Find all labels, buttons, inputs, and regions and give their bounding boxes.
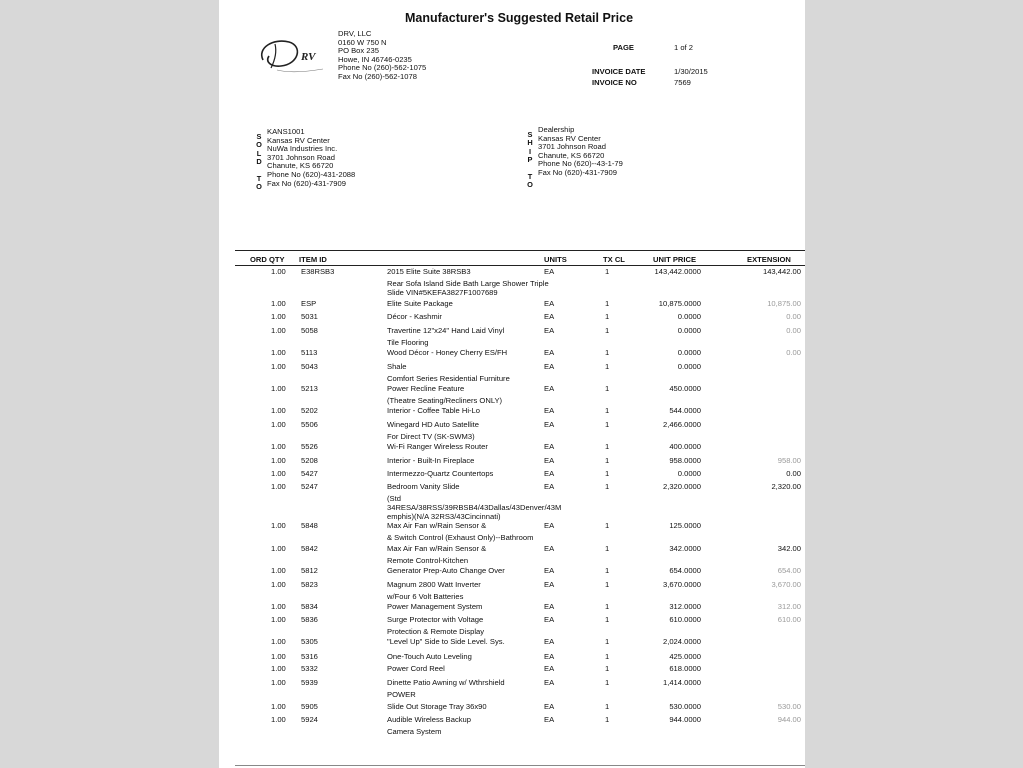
description-cell: Slide Out Storage Tray 36x90 [387,702,487,711]
description-cell: Winegard HD Auto Satellite [387,420,480,429]
unit-price-cell: 10,875.0000 [658,299,701,308]
description-continuation: Camera System [387,727,442,736]
unit-price-cell: 0.0000 [677,312,701,321]
tx-cl-cell: 1 [605,299,610,308]
unit-price-cell: 1,414.0000 [662,678,701,687]
ord-qty-cell: 1.00 [271,521,286,530]
description-continuation: POWER [387,690,416,699]
table-row [219,715,805,726]
invoice-no-label: INVOICE NO [592,78,637,87]
unit-price-cell: 2,320.0000 [662,482,701,491]
sold-to-letter: T [256,173,262,183]
company-line: Fax No (260)-562-1078 [338,71,417,81]
tx-cl-cell: 1 [605,664,610,673]
unit-price-cell: 610.0000 [669,615,701,624]
extension-cell: 944.00 [777,715,801,724]
item-id-cell: 5058 [301,326,318,335]
ord-qty-cell: 1.00 [271,348,286,357]
table-row [219,456,805,467]
ord-qty-cell: 1.00 [271,580,286,589]
description-cell: Wi-Fi Ranger Wireless Router [387,442,488,451]
sold-to-address [267,128,355,188]
description-cell: Shale [387,362,407,371]
table-row [219,602,805,613]
ship-to-line: Chanute, KS 66720 [538,150,605,160]
tx-cl-cell: 1 [605,348,610,357]
description-continuation: w/Four 6 Volt Batteries [387,592,464,601]
sold-to-line: Kansas RV Center [267,135,330,145]
table-row [219,384,805,395]
description-continuation: Slide VIN#5KEFA3827F1007689 [387,288,498,297]
extension-cell: 10,875.00 [767,299,801,308]
description-cell: Power Cord Reel [387,664,445,673]
sold-to-letter: S [256,132,262,141]
table-row [219,299,805,310]
ship-to-letter: O [527,180,533,190]
item-id-cell: 5848 [301,521,318,530]
invoice-page [219,0,805,768]
item-id-cell: 5842 [301,544,318,553]
tx-cl-cell: 1 [605,420,610,429]
unit-price-cell: 944.0000 [669,715,701,724]
ship-to-letter: I [528,146,532,156]
ord-qty-cell: 1.00 [271,442,286,451]
item-id-cell: 5834 [301,602,318,611]
item-id-cell: 5031 [301,312,318,321]
description-continuation: & Switch Control (Exhaust Only)--Bathroom [387,533,534,542]
units-cell: EA [544,678,555,687]
units-cell: EA [544,702,555,711]
unit-price-cell: 2,466.0000 [662,420,701,429]
extension-cell: 958.00 [777,456,801,465]
item-id-cell: 5905 [301,702,318,711]
units-cell: EA [544,348,555,357]
extension-cell: 654.00 [777,566,801,575]
table-row [219,326,805,337]
tx-cl-cell: 1 [605,482,610,491]
sold-to-letter: O [256,182,262,192]
units-cell: EA [544,406,555,415]
ship-to-letter: S [527,130,533,139]
tx-cl-cell: 1 [605,326,610,335]
unit-price-cell: 0.0000 [677,362,701,371]
table-row [219,482,805,493]
sold-to-line: NuWa Industries Inc. [267,144,338,154]
table-row [219,442,805,453]
description-cell: Power Management System [387,602,483,611]
company-line: PO Box 235 [338,46,379,56]
description-cell: Intermezzo-Quartz Countertops [387,469,494,478]
description-cell: Décor - Kashmir [387,312,442,321]
description-cell: Interior - Built-In Fireplace [387,456,475,465]
table-row [219,678,805,689]
ord-qty-cell: 1.00 [271,362,286,371]
tx-cl-cell: 1 [605,469,610,478]
ord-qty-cell: 1.00 [271,312,286,321]
item-id-cell: 5316 [301,652,318,661]
units-cell: EA [544,482,555,491]
item-id-cell: 5526 [301,442,318,451]
item-id-cell: E38RSB3 [301,267,335,276]
ord-qty-cell: 1.00 [271,482,286,491]
unit-price-cell: 312.0000 [669,602,701,611]
item-id-cell: 5305 [301,637,318,646]
extension-cell: 0.00 [786,312,801,321]
company-line: Phone No (260)-562-1075 [338,63,427,73]
item-id-cell: 5939 [301,678,318,687]
ord-qty-cell: 1.00 [271,615,286,624]
svg-text:RV: RV [301,51,316,63]
company-line: 0160 W 750 N [338,37,387,47]
description-continuation: (Theatre Seating/Recliners ONLY) [387,396,503,405]
extension-cell: 0.00 [786,326,801,335]
item-id-cell: 5043 [301,362,318,371]
description-cell: Magnum 2800 Watt Inverter [387,580,481,589]
unit-price-cell: 530.0000 [669,702,701,711]
description-cell: Wood Décor - Honey Cherry ES/FH [387,348,508,357]
description-cell: Dinette Patio Awning w/ Wthrshield [387,678,505,687]
ord-qty-cell: 1.00 [271,715,286,724]
item-id-cell: 5332 [301,664,318,673]
sold-to-letters [255,133,263,192]
table-row [219,580,805,591]
unit-price-cell: 0.0000 [677,326,701,335]
item-id-cell: 5823 [301,580,318,589]
tx-cl-cell: 1 [605,637,610,646]
units-cell: EA [544,521,555,530]
tx-cl-cell: 1 [605,406,610,415]
units-cell: EA [544,299,555,308]
extension-cell: 530.00 [777,702,801,711]
units-cell: EA [544,715,555,724]
tx-cl-cell: 1 [605,362,610,371]
description-cell: Max Air Fan w/Rain Sensor & [387,521,487,530]
description-cell: Surge Protector with Voltage [387,615,484,624]
unit-price-cell: 400.0000 [669,442,701,451]
unit-price-cell: 654.0000 [669,566,701,575]
units-cell: EA [544,637,555,646]
ship-to-letters [526,131,534,190]
table-row [219,702,805,713]
page-value: 1 of 2 [674,43,693,52]
drv-logo [255,30,331,78]
description-cell: 2015 Elite Suite 38RSB3 [387,267,471,276]
unit-price-cell: 143,442.0000 [654,267,701,276]
extension-cell: 312.00 [777,602,801,611]
table-row [219,348,805,359]
description-continuation: For Direct TV (SK-SWM3) [387,432,475,441]
unit-price-cell: 958.0000 [669,456,701,465]
tx-cl-cell: 1 [605,580,610,589]
sold-to-line: Fax No (620)-431-7909 [267,178,346,188]
description-cell: Power Recline Feature [387,384,465,393]
ord-qty-cell: 1.00 [271,299,286,308]
description-cell: Bedroom Vanity Slide [387,482,460,491]
item-id-cell: 5208 [301,456,318,465]
ship-to-line: Phone No (620)--43-1-79 [538,159,623,169]
tx-cl-cell: 1 [605,384,610,393]
item-id-cell: 5836 [301,615,318,624]
extension-cell: 0.00 [786,469,801,478]
ord-qty-cell: 1.00 [271,456,286,465]
ship-to-letter: T [527,171,533,181]
extension-cell: 342.00 [777,544,801,553]
item-id-cell: 5506 [301,420,318,429]
sold-to-line: Chanute, KS 66720 [267,161,334,171]
header-ord-qty: ORD QTY [250,255,285,264]
description-continuation: Remote Control-Kitchen [387,556,469,565]
units-cell: EA [544,420,555,429]
header-unit-price: UNIT PRICE [653,255,697,264]
company-address [338,30,426,82]
units-cell: EA [544,312,555,321]
sold-to-letter: L [256,148,262,158]
ship-to-line: Fax No (620)-431-7909 [538,167,617,177]
description-continuation: 34RESA/38RSS/39RBSB4/43Dallas/43Denver/43M [387,503,562,512]
table-row [219,566,805,577]
description-continuation: Comfort Series Residential Furniture [387,374,510,383]
description-cell: One-Touch Auto Leveling [387,652,472,661]
sold-to-line: Phone No (620)-431-2088 [267,169,356,179]
description-cell: Elite Suite Package [387,299,453,308]
sold-to-letter: D [256,157,262,167]
description-cell: "Level Up" Side to Side Level. Sys. [387,637,505,646]
unit-price-cell: 342.0000 [669,544,701,553]
units-cell: EA [544,664,555,673]
extension-cell: 2,320.00 [771,482,801,491]
ord-qty-cell: 1.00 [271,702,286,711]
units-cell: EA [544,362,555,371]
units-cell: EA [544,602,555,611]
tx-cl-cell: 1 [605,312,610,321]
tx-cl-cell: 1 [605,615,610,624]
table-row [219,652,805,663]
units-cell: EA [544,580,555,589]
description-cell: Generator Prep-Auto Change Over [387,566,505,575]
ord-qty-cell: 1.00 [271,637,286,646]
company-line: DRV, LLC [338,29,372,38]
table-row [219,615,805,626]
description-continuation: (Std [387,494,401,503]
tx-cl-cell: 1 [605,678,610,687]
units-cell: EA [544,456,555,465]
tx-cl-cell: 1 [605,544,610,553]
table-row [219,469,805,480]
table-row [219,406,805,417]
ship-to-letter: P [527,155,533,165]
item-id-cell: ESP [301,299,317,308]
table-row [219,362,805,373]
header-rule-bottom [235,265,805,266]
table-row [219,664,805,675]
extension-cell: 0.00 [786,348,801,357]
header-tx-cl: TX CL [603,255,625,264]
ord-qty-cell: 1.00 [271,678,286,687]
table-row [219,637,805,648]
ship-to-address [538,126,623,178]
unit-price-cell: 425.0000 [669,652,701,661]
item-id-cell: 5213 [301,384,318,393]
company-line: Howe, IN 46746-0235 [338,54,412,64]
ord-qty-cell: 1.00 [271,420,286,429]
tx-cl-cell: 1 [605,267,610,276]
units-cell: EA [544,652,555,661]
header-rule-top [235,250,805,251]
extension-cell: 143,442.00 [762,267,801,276]
page-bottom-rule [235,765,805,766]
description-cell: Interior - Coffee Table Hi-Lo [387,406,481,415]
page-label: PAGE [613,43,634,52]
ord-qty-cell: 1.00 [271,652,286,661]
table-row [219,312,805,323]
description-continuation: Protection & Remote Display [387,627,485,636]
table-row [219,521,805,532]
ord-qty-cell: 1.00 [271,406,286,415]
unit-price-cell: 0.0000 [677,469,701,478]
description-cell: Max Air Fan w/Rain Sensor & [387,544,487,553]
tx-cl-cell: 1 [605,702,610,711]
document-title: Manufacturer's Suggested Retail Price [405,11,634,25]
ship-to-line: 3701 Johnson Road [538,142,606,152]
item-id-cell: 5924 [301,715,318,724]
item-id-cell: 5812 [301,566,318,575]
tx-cl-cell: 1 [605,652,610,661]
ship-to-line: Kansas RV Center [538,133,601,143]
extension-cell: 610.00 [777,615,801,624]
item-id-cell: 5202 [301,406,318,415]
header-extension: EXTENSION [747,255,791,264]
description-continuation: Tile Flooring [387,338,429,347]
sold-to-line: 3701 Johnson Road [267,152,335,162]
description-continuation: Rear Sofa Island Side Bath Large Shower Triple [387,279,549,288]
ord-qty-cell: 1.00 [271,469,286,478]
ship-to-line: Dealership [538,125,575,134]
unit-price-cell: 0.0000 [677,348,701,357]
unit-price-cell: 3,670.0000 [662,580,701,589]
description-continuation: emphis)(N/A 32RS3/43Cincinnati) [387,512,501,521]
units-cell: EA [544,615,555,624]
header-units: UNITS [544,255,567,264]
units-cell: EA [544,442,555,451]
tx-cl-cell: 1 [605,442,610,451]
ord-qty-cell: 1.00 [271,664,286,673]
units-cell: EA [544,566,555,575]
description-cell: Travertine 12"x24" Hand Laid Vinyl [387,326,505,335]
ord-qty-cell: 1.00 [271,544,286,553]
extension-cell: 3,670.00 [771,580,801,589]
ord-qty-cell: 1.00 [271,267,286,276]
sold-to-letter: O [256,140,262,150]
description-cell: Audible Wireless Backup [387,715,471,724]
unit-price-cell: 450.0000 [669,384,701,393]
units-cell: EA [544,267,555,276]
unit-price-cell: 2,024.0000 [662,637,701,646]
item-id-cell: 5427 [301,469,318,478]
tx-cl-cell: 1 [605,566,610,575]
ord-qty-cell: 1.00 [271,602,286,611]
tx-cl-cell: 1 [605,521,610,530]
unit-price-cell: 125.0000 [669,521,701,530]
units-cell: EA [544,544,555,553]
units-cell: EA [544,469,555,478]
invoice-date-value: 1/30/2015 [674,67,708,76]
invoice-no-value: 7569 [674,78,691,87]
table-row [219,544,805,555]
ord-qty-cell: 1.00 [271,326,286,335]
tx-cl-cell: 1 [605,602,610,611]
units-cell: EA [544,326,555,335]
table-row [219,420,805,431]
unit-price-cell: 544.0000 [669,406,701,415]
units-cell: EA [544,384,555,393]
tx-cl-cell: 1 [605,456,610,465]
item-id-cell: 5247 [301,482,318,491]
tx-cl-cell: 1 [605,715,610,724]
invoice-date-label: INVOICE DATE [592,67,646,76]
ord-qty-cell: 1.00 [271,566,286,575]
unit-price-cell: 618.0000 [669,664,701,673]
sold-to-line: KANS1001 [267,127,305,136]
item-id-cell: 5113 [301,348,318,357]
ship-to-letter: H [527,138,533,148]
ord-qty-cell: 1.00 [271,384,286,393]
header-item-id: ITEM ID [299,255,327,264]
table-row [219,267,805,278]
